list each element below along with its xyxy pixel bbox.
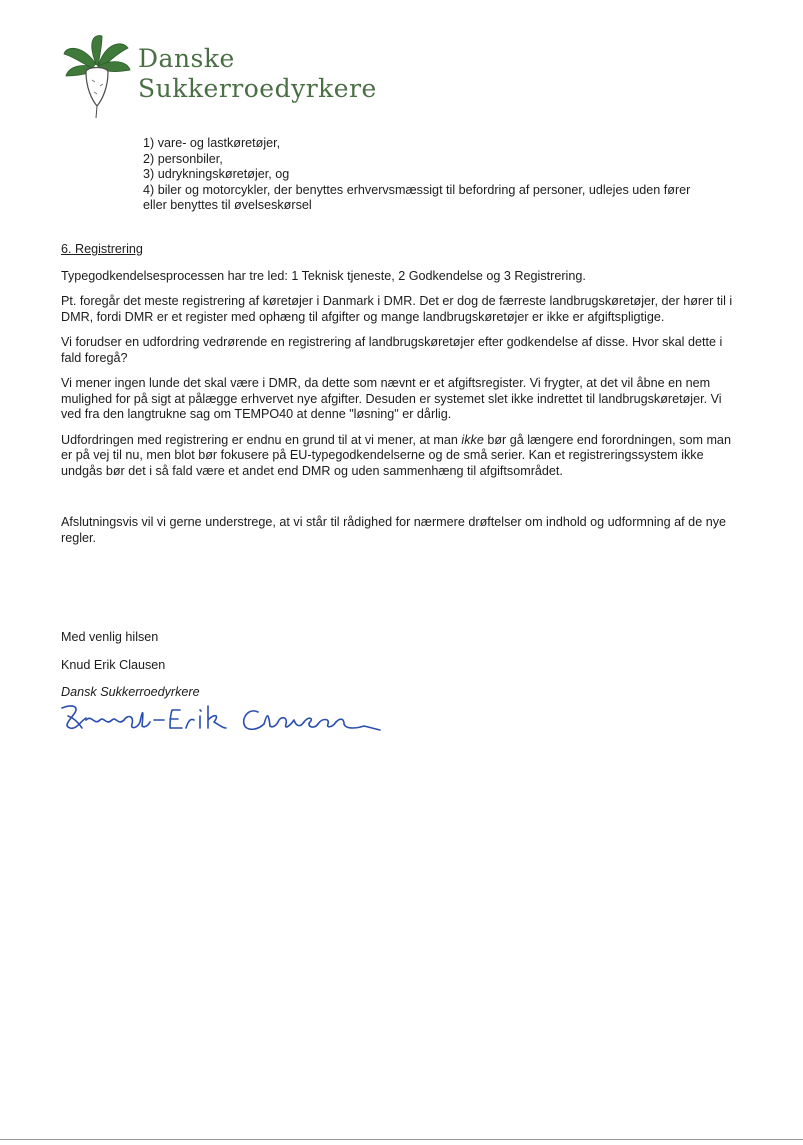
- paragraph-text: bør gå længere end forordningen, som man er på vej til nu, men blot bør fokusere på EU-typegodkendelserne og de små serier. Kan et registreringssystem ikke undgås bør det i så fald være et andet end DMR og uden sammenhæng til afgiftsområdet.: [61, 432, 731, 478]
- conclusion-paragraph: Afslutningsvis vil vi gerne understrege, at vi står til rådighed for nærmere drøftelser om indhold og udformning af de nye regler.: [61, 515, 726, 545]
- paragraph-text: Udfordringen med registrering er endnu en grund til at vi mener, at man: [61, 432, 462, 447]
- paragraph: Typegodkendelsesprocessen har tre led: 1 Teknisk tjeneste, 2 Godkendelse og 3 Registrering.: [61, 268, 586, 283]
- list-item: 3) udrykningskøretøjer, og: [143, 167, 290, 181]
- sugar-beet-icon: [62, 34, 132, 120]
- vehicle-category-list: [143, 136, 743, 214]
- page-bottom-rule: [0, 1139, 803, 1140]
- registration-section: [61, 242, 741, 556]
- organization-name: [138, 44, 377, 104]
- list-item: eller benyttes til øvelseskørsel: [143, 198, 312, 212]
- paragraph: Vi mener ingen lunde det skal være i DMR, da dette som nævnt er et afgiftsregister. Vi frygter, at det vil åbne en nem mulighed for på sigt at pålægge erhvervet nye afgifter. Desuden er systemet slet ikke indrettet til landbrugskøretøjer. Vi ved fra den langtrukne sag om TEMPO40 at denne "løsning" er dårlig.: [61, 376, 722, 421]
- list-item: 1) vare- og lastkøretøjer,: [143, 136, 281, 150]
- org-name-line2: Sukkerroedyrkere: [138, 74, 377, 103]
- list-item: 2) personbiler,: [143, 151, 223, 166]
- section-heading: 6. Registrering: [61, 242, 143, 256]
- emphasis-text: ikke: [461, 432, 484, 447]
- paragraph: Pt. foregår det meste registrering af køretøjer i Danmark i DMR. Det er dog de færreste landbrugskøretøjer, der hører til i DMR, fordi DMR er et register med ophæng til afgifter og mange landbrugskøretøjer er ikke er afgiftspligtige.: [61, 294, 733, 324]
- greeting: Med venlig hilsen: [61, 630, 159, 644]
- letter-closing: [61, 630, 200, 701]
- org-name-line1: Danske: [138, 44, 235, 73]
- signer-name: Knud Erik Clausen: [61, 657, 166, 672]
- list-item: 4) biler og motorcykler, der benyttes erhvervsmæssigt til befordring af personer, udlejes uden fører: [143, 182, 691, 197]
- paragraph: [61, 433, 741, 480]
- handwritten-signature: [58, 700, 388, 740]
- signer-company: Dansk Sukkerroedyrkere: [61, 685, 200, 699]
- paragraph: Vi forudser en udfordring vedrørende en registrering af landbrugskøretøjer efter godkendelse af disse. Hvor skal dette i fald foregå?: [61, 335, 723, 365]
